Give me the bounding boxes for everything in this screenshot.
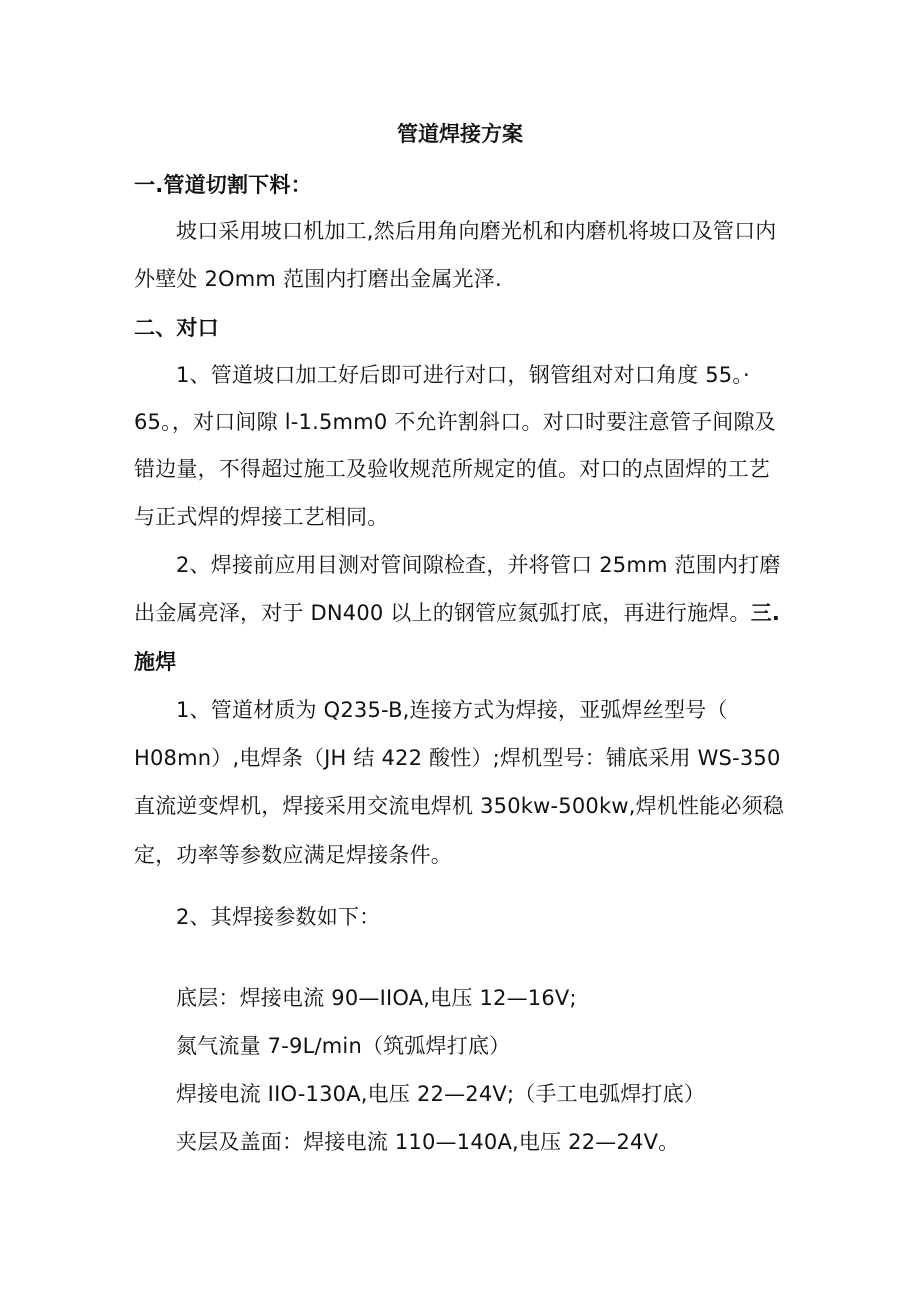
section3-paragraph1-line: H08mn）,电焊条（JH 结 422 酸性）;焊机型号：铺底采用 WS-350 <box>134 746 781 770</box>
section2-paragraph1-line: 错边量，不得超过施工及验收规范所规定的值。对口的点固焊的工艺 <box>134 457 770 481</box>
section3-paragraph1-line: 定，功率等参数应满足焊接条件。 <box>134 843 452 867</box>
welding-parameter-line: 焊接电流 IIO-130A,电压 22—24V;（手工电弧焊打底） <box>176 1082 706 1106</box>
section3-paragraph1-line: 1、管道材质为 Q235-B,连接方式为焊接，亚弧焊丝型号（ <box>176 698 728 722</box>
welding-parameter-line: 氮气流量 7-9L∕min（筑弧焊打底） <box>176 1034 511 1058</box>
section2-paragraph1-line: 与正式焊的焊接工艺相同。 <box>134 505 389 529</box>
section2-paragraph1-line: 1、管道坡口加工好后即可进行对口，钢管组对对口角度 55。· <box>176 363 750 387</box>
section3-heading: 施焊 <box>134 650 177 674</box>
welding-parameter-line: 底层：焊接电流 90—IIOA,电压 12—16V; <box>176 986 577 1010</box>
section2-heading: 二、对口 <box>134 316 219 340</box>
section1-heading: 一.管道切割下料： <box>134 173 312 197</box>
section3-paragraph1-line: 直流逆变焊机，焊接采用交流电焊机 350kw-500kw,焊机性能必须稳 <box>134 794 784 818</box>
section2-paragraph2-line: 2、焊接前应用目测对管间隙检查，并将管口 25mm 范围内打磨 <box>176 553 781 577</box>
section2-paragraph2-text: 出金属亮泽，对于 DN400 以上的钢管应氮弧打底，再进行施焊。 <box>134 601 751 625</box>
section1-paragraph-line: 坡口采用坡口机加工,然后用角向磨光机和内磨机将坡口及管口内 <box>176 219 777 243</box>
document-title: 管道焊接方案 <box>397 122 523 146</box>
section2-paragraph2-line-with-heading <box>134 598 780 628</box>
section1-paragraph-line: 外壁处 2Omm 范围内打磨出金属光泽. <box>134 267 502 291</box>
section3-paragraph2: 2、其焊接参数如下： <box>176 905 381 929</box>
section3-heading-number: 三. <box>750 601 781 625</box>
section2-paragraph1-line: 65。，对口间隙 l-1.5mm0 不允许割斜口。对口时要注意管子间隙及 <box>134 410 776 434</box>
welding-parameter-line: 夹层及盖面：焊接电流 110—140A,电压 22—24V。 <box>176 1130 680 1154</box>
